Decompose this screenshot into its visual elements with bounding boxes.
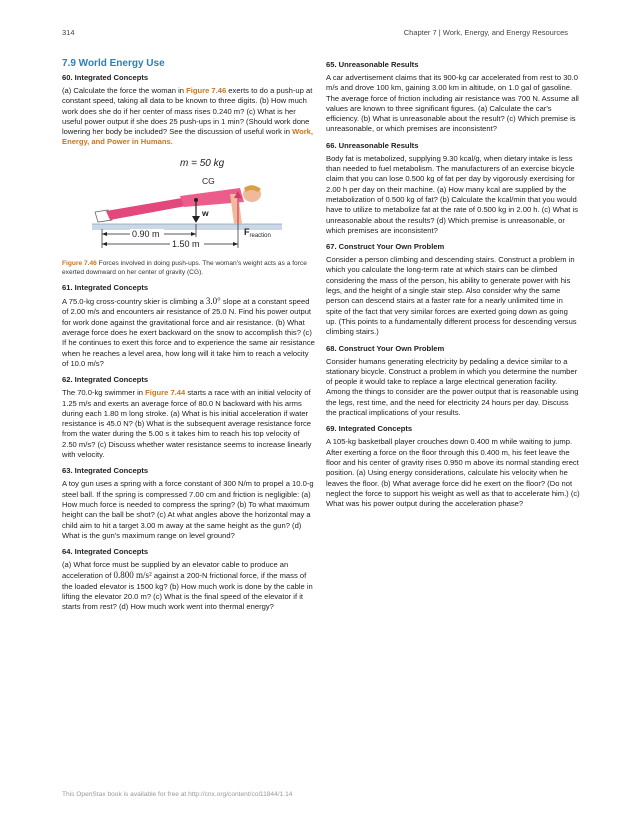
problem-68-title: 68. Construct Your Own Problem [326,343,445,353]
left-column [62,58,316,619]
figure-7-46-link[interactable]: Figure 7.46 [186,86,227,95]
problem-69-title: 69. Integrated Concepts [326,424,413,434]
problem-63-title: 63. Integrated Concepts [62,466,149,476]
problem-69-text: A 105-kg basketball player crouches down 0.400 m while waiting to jump. After exerting a force on the floor through this 0.400 m, his feet leave the floor and his center of gravity rises 0.950 m above its normal standing erect position. (a) Using energy considerations, calculate his velocity when he leaves the floor. (b) What average force did he exert on the floor? (Do not neglect the force to support his weight as well as that to accelerate him.) (c) What was his power output during the acceleration phase? [326,437,580,509]
floor [92,224,282,230]
pushup-illustration [62,154,316,256]
chapter-header: Chapter 7 | Work, Energy, and Energy Resources [403,28,568,37]
figure-caption: Figure 7.46 Forces involved in doing push-ups. The woman's weight acts as a force exerted downward on her center of gravity (CG). [62,259,307,276]
problem-61-title: 61. Integrated Concepts [62,283,149,293]
legs [106,198,186,220]
distance-090-label: 0.90 m [132,228,160,239]
problem-67-text: Consider a person climbing and descending stairs. Construct a problem in which you calculate the long-term rate at which stairs can be climbed considering the mass of the person, his ability to generate power with his legs, and the height of a single stair step. Also consider why the same person can descend stairs at a faster rate for a nearly unlimited time in spite of the fact that very similar forces are exerted going down as going up. (This points to a fundamentally different process for descending versus climbing stairs.) [326,255,577,337]
right-column [326,58,580,515]
problem-62-title: 62. Integrated Concepts [62,375,149,385]
page-number: 314 [62,28,75,37]
footer-license: This OpenStax book is available for free at http://cnx.org/content/col11844/1.14 [62,791,293,798]
problem-68-text: Consider humans generating electricity by pedaling a device similar to a stationary bicycle. Construct a problem in which you determine the number of people it would take to replace a large electrical generation facility. Among the things to consider are the power output that is reasonable using the legs, rest time, and the need for electricity 24 hours per day. Discuss the practical implications of your results. [326,356,579,418]
figure-7-44-link[interactable]: Figure 7.44 [145,388,186,398]
problem-66-title: 66. Unreasonable Results [326,140,419,150]
problem-60-title: 60. Integrated Concepts [62,73,149,82]
pushup-figure [62,154,316,256]
cg-label: CG [202,175,215,186]
problem-62-text: The 70.0-kg swimmer in Figure 7.44 starts a race with an initial velocity of 1.25 m/s and exerts an average force of 80.0 N backward with his arms during each 1.80 m long stroke. (a) What is his initial acceleration if water resistance is 45.0 N? (b) What is the subsequent average resistance force from the water during the 5.00 s it takes him to reach his top velocity of 2.50 m/s? (c) Discuss whether water resistance seems to increase linearly with velocity. [62,388,312,460]
f-label: $F_{reaction}$ [244,226,271,239]
problem-60-text: (a) Calculate the force the woman in Figure 7.46 exerts to do a push-up at constant speed, taking all data to be known to three digits. (b) How much work does she do if her center of mass rises 0.240 m? (c) What is her useful power output if she does 25 push-ups in 1 min? (Should work done lowering her body be included? See the discussion of useful work in Work, Energy, and Power in Humans. [62,86,314,147]
distance-150-label: 1.50 m [172,238,200,249]
problem-65-text: A car advertisement claims that its 900-kg car accelerated from rest to 30.0 m/s and drove 100 km, gaining 3.00 km in altitude, on 1.0 gal of gasoline. The average force of friction including air resistance was 700 N. Assume all values are known to three significant figures. (a) Calculate the car's efficiency. (b) What is unreasonable about the result? (c) Which premise is unreasonable, or which premises are inconsistent? [326,73,579,134]
work-energy-power-link[interactable]: Work, Energy, and Power in Humans [62,127,314,147]
problem-65-title: 65. Unreasonable Results [326,60,419,69]
problem-66-text: Body fat is metabolized, supplying 9.30 kcal/g, when dietary intake is less than needed to fuel metabolism. The manufacturers of an exercise bicycle claim that you can lose 0.500 kg of fat per day by vigorously exercising for 2.00 h per day on their machine. (a) How many kcal are supplied by the metabolization of 0.500 kg of fat? (b) Calculate the kcal/min that you would have to utilize to metabolize fat at the rate of 0.500 kg in 2.00 h. (c) What is unreasonable about the results? (d) Which premise is unreasonable, or which premises are inconsistent? [326,153,578,235]
problem-63-text: A toy gun uses a spring with a force constant of 300 N/m to propel a 10.0-g steel ball. If the spring is compressed 7.00 cm and friction is negligible: (a) How much force is needed to compress the spring? (b) To what maximum height can the ball be shot? (c) At what angles above the horizontal may a child aim to hit a target 3.00 m away at the same height as the gun? (d) What is the gun's maximum range on level ground? [62,479,314,540]
w-label: w [202,207,209,218]
problem-67-title: 67. Construct Your Own Problem [326,242,445,252]
problem-64-text: (a) What force must be supplied by an elevator cable to produce an acceleration of 0.800 m/s² against a 200-N frictional force, if the mass of the loaded elevator is 1500 kg? (b) How much work is done by the cable in lifting the elevator 20.0 m? (c) What is the final speed of the elevator if it starts from rest? (d) How much work went into thermal energy? [62,560,313,612]
problem-61-text: A 75.0-kg cross-country skier is climbing a 3.0° slope at a constant speed of 2.00 m/s and encounters air resistance of 25.0 N. Find his power output for work done against the gravitational force and air resistance. (b) What average force does he exert backward on the snow to accomplish this? (c) If he continues to exert this force and to experience the same air resistance when he reaches a level area, how long will it take him to reach a velocity of 10.0 m/s? [62,296,315,368]
mass-label: m = 50 kg [180,157,225,169]
section-title: 7.9 World Energy Use [62,58,165,69]
problem-64-title: 64. Integrated Concepts [62,547,149,557]
